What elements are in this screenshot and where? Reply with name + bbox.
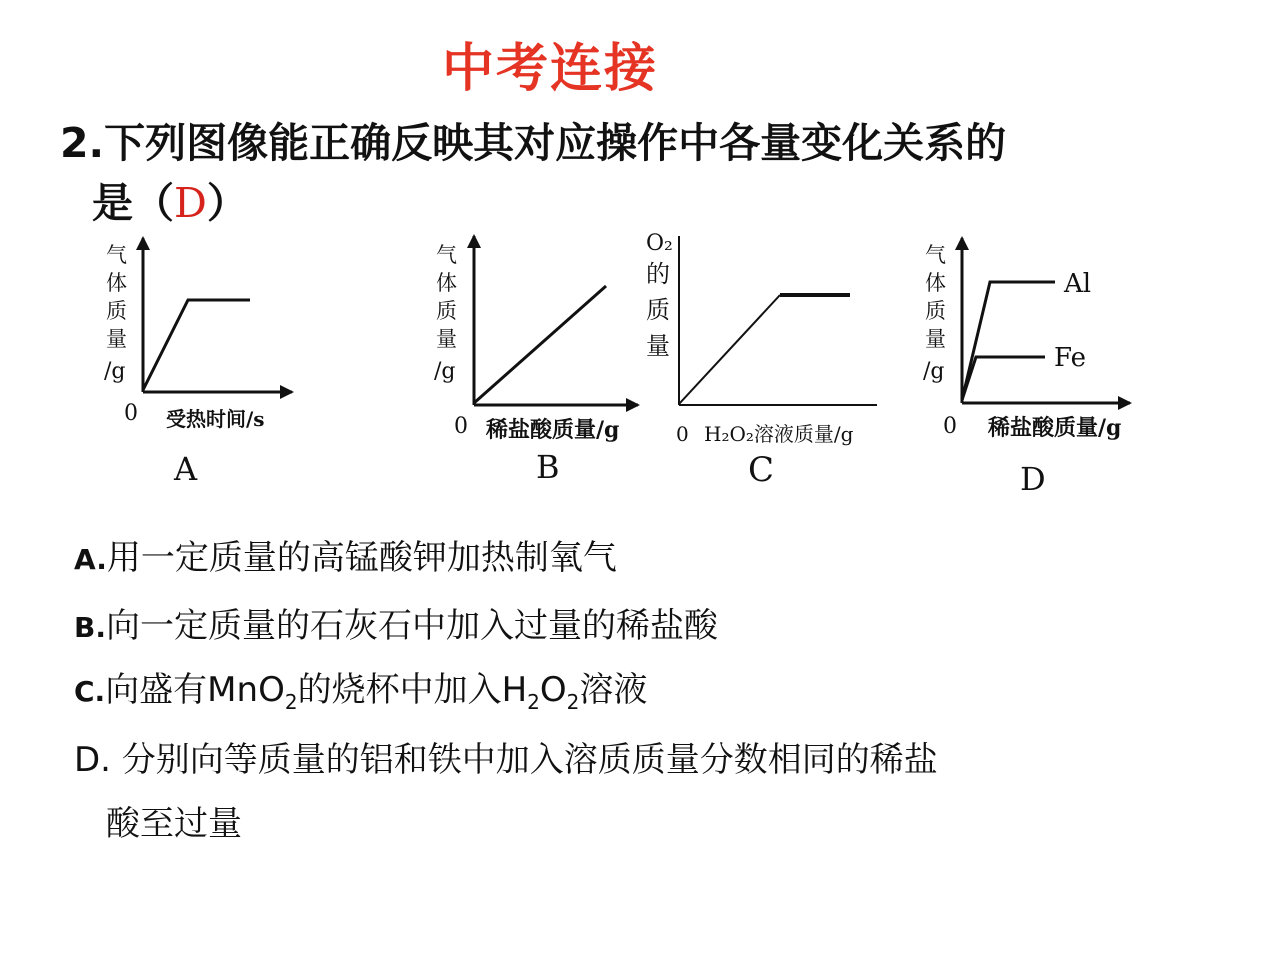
option-a-text: 用一定质量的高锰酸钾加热制氧气 — [106, 538, 617, 578]
graph-a-ylabel-1: 气 — [106, 243, 127, 267]
option-c-text-1: 向盛有MnO — [105, 670, 285, 710]
option-c-text-3: O — [539, 670, 567, 710]
graph-b-curve — [474, 286, 606, 403]
graph-b-ylabel-2: 体 — [436, 271, 457, 295]
graph-d-series-al — [962, 282, 1055, 400]
graph-c — [646, 231, 877, 490]
graph-b-origin: 0 — [454, 414, 468, 439]
graph-d-xlabel: 稀盐酸质量/g — [988, 415, 1122, 441]
option-c-label: C. — [74, 675, 106, 708]
graph-a-curve — [143, 300, 250, 390]
graph-d-series-al-label: Al — [1064, 269, 1092, 299]
graph-a-ylabel-5: /g — [104, 359, 126, 384]
option-c-text-2: 的烧杯中加入H — [297, 670, 528, 710]
graph-b-ylabel-1: 气 — [436, 243, 457, 267]
graph-d-ylabel-5: /g — [923, 359, 945, 384]
question-line-1: 2.下列图像能正确反映其对应操作中各量变化关系的 — [60, 119, 1007, 167]
graph-d-letter: D — [1020, 460, 1046, 498]
graph-c-ylabel-o2: O₂ — [646, 231, 673, 256]
graph-d — [923, 238, 1130, 498]
answer-letter: D — [174, 179, 207, 227]
slide-title: 中考连接 — [441, 39, 658, 99]
graph-a-origin: 0 — [124, 401, 138, 426]
graph-d-series-fe-label: Fe — [1054, 343, 1087, 373]
graph-b-ylabel-3: 质 — [436, 299, 457, 323]
graph-a-xlabel: 受热时间/s — [166, 407, 265, 431]
graph-d-ylabel-3: 质 — [925, 299, 946, 323]
graph-b-ylabel-4: 量 — [436, 327, 457, 351]
graph-a-ylabel-2: 体 — [106, 271, 127, 295]
graph-c-ylabel-3: 量 — [646, 332, 670, 360]
graph-a — [104, 238, 292, 488]
option-c-sub-3: 2 — [566, 689, 580, 714]
graph-d-origin: 0 — [943, 414, 957, 439]
graph-b — [434, 236, 638, 486]
graph-d-ylabel-1: 气 — [925, 243, 946, 267]
graph-b-ylabel-5: /g — [434, 359, 456, 384]
graph-d-ylabel-2: 体 — [925, 271, 946, 295]
question-prefix: 是（ — [92, 179, 174, 227]
graph-c-rise — [679, 295, 780, 404]
option-c-sub-2: 2 — [527, 689, 540, 714]
graph-c-ylabel-1: 的 — [646, 260, 670, 288]
option-b-label: B. — [74, 611, 106, 644]
graph-a-ylabel-3: 质 — [106, 299, 127, 323]
option-c-sub-1: 2 — [284, 689, 298, 714]
option-a-label: A. — [74, 543, 107, 576]
graph-a-ylabel-4: 量 — [106, 327, 127, 351]
graph-c-origin: 0 — [676, 422, 689, 446]
graph-c-xlabel: H₂O₂溶液质量/g — [704, 422, 854, 446]
option-b — [74, 598, 718, 647]
option-b-text: 向一定质量的石灰石中加入过量的稀盐酸 — [105, 606, 718, 646]
option-d-line-2: 酸至过量 — [106, 804, 242, 844]
graph-c-letter: C — [748, 450, 775, 490]
graph-d-ylabel-4: 量 — [925, 327, 946, 351]
question-suffix: ） — [206, 179, 248, 227]
option-d-line-1: D. 分别向等质量的铝和铁中加入溶质质量分数相同的稀盐 — [74, 740, 938, 780]
option-a — [74, 530, 617, 579]
graph-b-xlabel: 稀盐酸质量/g — [486, 417, 620, 443]
option-c-text-4: 溶液 — [579, 670, 648, 710]
graph-c-ylabel-2: 质 — [646, 296, 670, 324]
graph-d-series-fe — [962, 357, 1045, 400]
graph-a-letter: A — [174, 450, 198, 488]
option-c — [74, 662, 647, 714]
graph-b-letter: B — [536, 448, 560, 486]
